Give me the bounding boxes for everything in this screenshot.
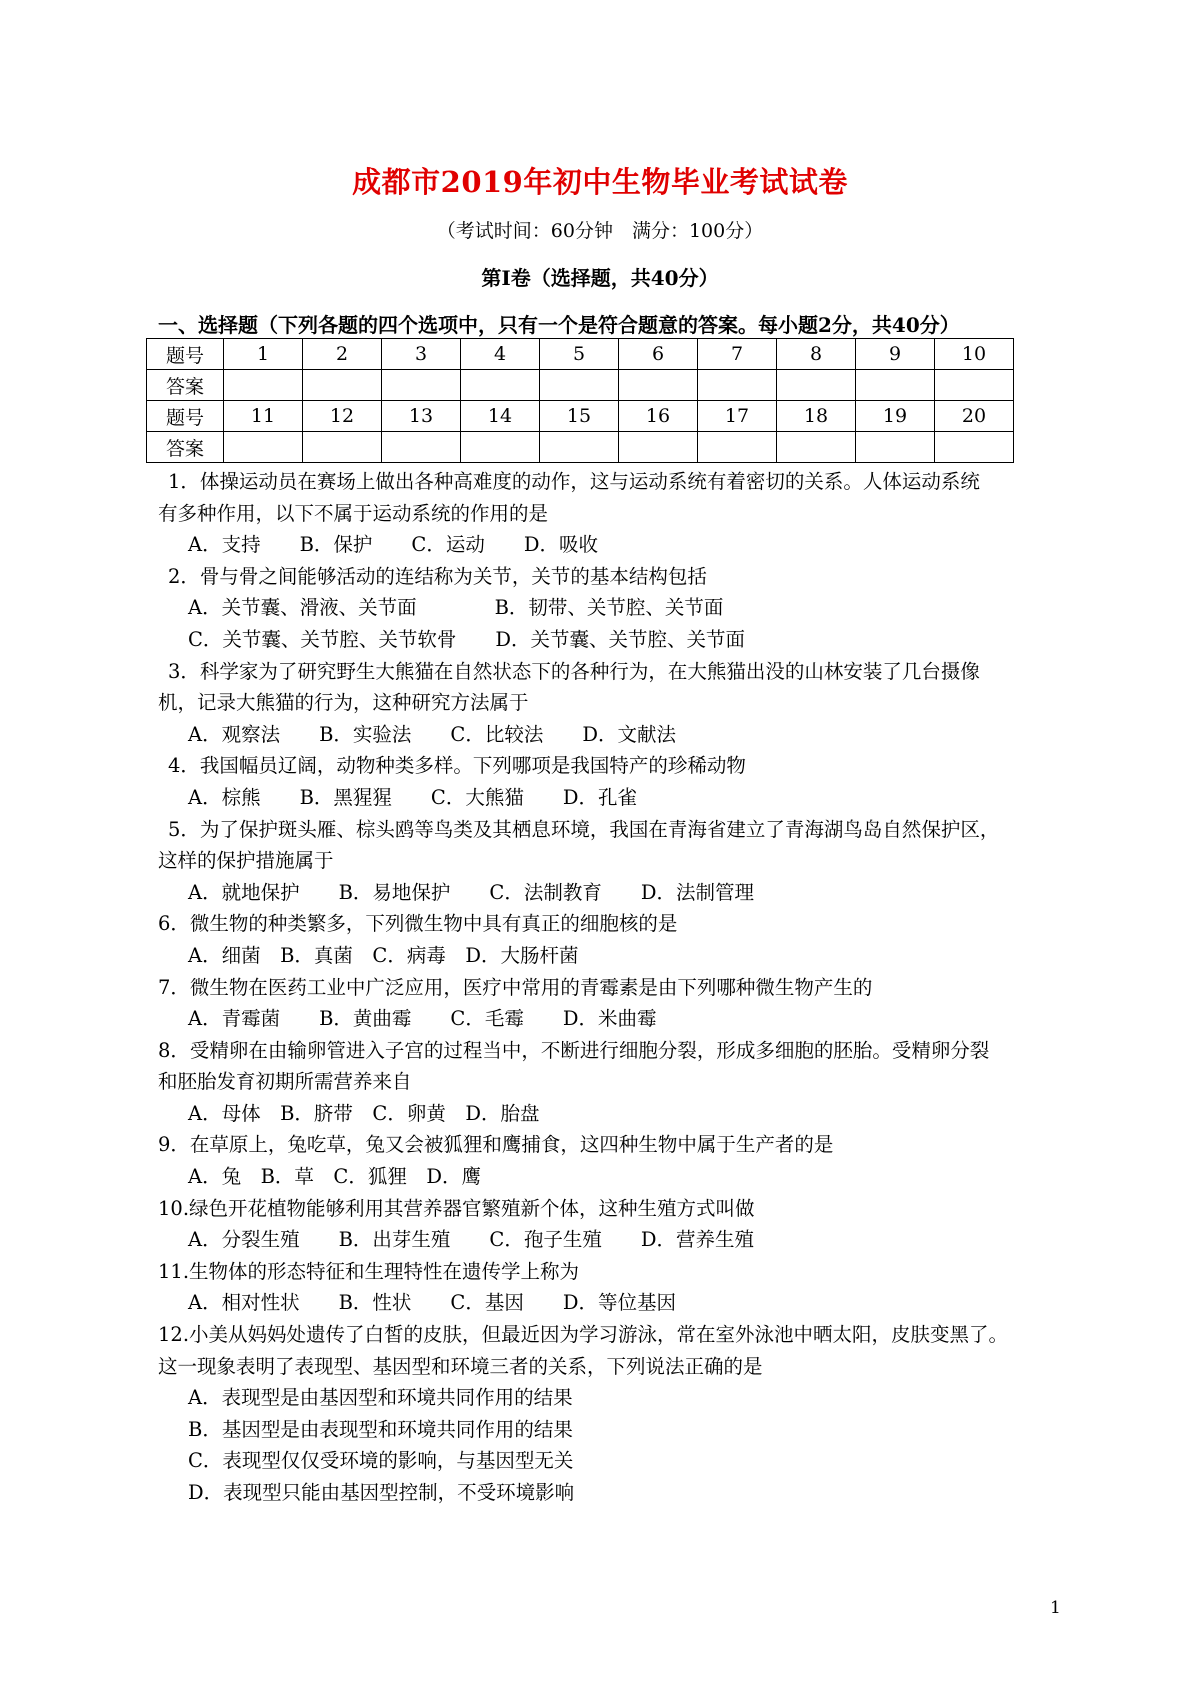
question-stem-line: 这一现象表明了表现型、基因型和环境三者的关系，下列说法正确的是 bbox=[158, 1354, 763, 1378]
question-item bbox=[158, 1193, 1070, 1256]
question-options-line: A．分裂生殖 B．出芽生殖 C．孢子生殖 D．营养生殖 bbox=[188, 1228, 754, 1252]
question-stem-line: 11.生物体的形态特征和生理特性在遗传学上称为 bbox=[158, 1259, 580, 1283]
question-options-line: C．关节囊、关节腔、关节软骨 D．关节囊、关节腔、关节面 bbox=[188, 627, 746, 651]
exam-subtitle: （考试时间：60分钟 满分：100分） bbox=[436, 220, 764, 242]
answer-table-cell: 5 bbox=[540, 339, 619, 370]
answer-table-cell bbox=[777, 432, 856, 463]
answer-table-cell: 10 bbox=[935, 339, 1014, 370]
question-options-line: B．基因型是由表现型和环境共同作用的结果 bbox=[188, 1417, 573, 1441]
question-list bbox=[158, 466, 1070, 1509]
question-item bbox=[158, 466, 1070, 561]
answer-table-cell bbox=[698, 432, 777, 463]
question-stem-line: 12.小美从妈妈处遗传了白皙的皮肤，但最近因为学习游泳，常在室外泳池中晒太阳，皮肤变黑了。 bbox=[158, 1323, 1009, 1347]
answer-table-cell bbox=[382, 370, 461, 401]
question-stem-line: 9．在草原上，兔吃草，兔又会被狐狸和鹰捕食，这四种生物中属于生产者的是 bbox=[158, 1133, 834, 1157]
answer-table-cell: 9 bbox=[856, 339, 935, 370]
question-stem-line: 3．科学家为了研究野生大熊猫在自然状态下的各种行为，在大熊猫出没的山林安装了几台摄像 bbox=[168, 659, 980, 683]
question-stem-line: 8．受精卵在由输卵管进入子宫的过程当中，不断进行细胞分裂，形成多细胞的胚胎。受精卵分裂 bbox=[158, 1038, 990, 1062]
answer-table-cell bbox=[935, 370, 1014, 401]
answer-table-cell: 13 bbox=[382, 401, 461, 432]
answer-table bbox=[146, 338, 1014, 463]
answer-table-cell: 20 bbox=[935, 401, 1014, 432]
question-item bbox=[158, 1129, 1070, 1192]
answer-table-cell bbox=[224, 432, 303, 463]
answer-table-label-cell: 题号 bbox=[147, 401, 224, 432]
question-stem-line: 6．微生物的种类繁多，下列微生物中具有真正的细胞核的是 bbox=[158, 912, 678, 936]
answer-table-cell bbox=[540, 432, 619, 463]
question-stem-line: 和胚胎发育初期所需营养来自 bbox=[158, 1070, 412, 1094]
answer-table-cell: 16 bbox=[619, 401, 698, 432]
answer-table-cell bbox=[856, 432, 935, 463]
answer-table-cell bbox=[698, 370, 777, 401]
answer-table-cell bbox=[303, 370, 382, 401]
answer-table-row bbox=[147, 432, 1014, 463]
question-options-line: A．兔 B．草 C．狐狸 D．鹰 bbox=[188, 1165, 481, 1189]
answer-table-row bbox=[147, 370, 1014, 401]
section-title: 第Ⅰ卷（选择题，共40分） bbox=[481, 266, 719, 290]
question-item bbox=[158, 656, 1070, 751]
answer-table-cell bbox=[461, 432, 540, 463]
question-item bbox=[158, 561, 1070, 656]
answer-table-row bbox=[147, 401, 1014, 432]
question-item bbox=[158, 1256, 1070, 1319]
exam-title: 成都市2019年初中生物毕业考试试卷 bbox=[352, 165, 848, 199]
answer-table-cell bbox=[619, 370, 698, 401]
question-options-line: D．表现型只能由基因型控制，不受环境影响 bbox=[188, 1481, 575, 1504]
answer-table-cell: 17 bbox=[698, 401, 777, 432]
question-item bbox=[158, 1319, 1070, 1509]
answer-table-cell: 12 bbox=[303, 401, 382, 432]
question-stem-line: 10.绿色开花植物能够利用其营养器官繁殖新个体，这种生殖方式叫做 bbox=[158, 1196, 755, 1220]
answer-table-label-cell: 题号 bbox=[147, 339, 224, 370]
question-stem-line: 5．为了保护斑头雁、棕头鸥等鸟类及其栖息环境，我国在青海省建立了青海湖鸟岛自然保护区， bbox=[168, 817, 1000, 841]
question-item bbox=[158, 972, 1070, 1035]
answer-table-label-cell: 答案 bbox=[147, 370, 224, 401]
answer-table-cell bbox=[540, 370, 619, 401]
question-options-line: A．表现型是由基因型和环境共同作用的结果 bbox=[188, 1386, 573, 1410]
question-options-line: A．支持 B．保护 C．运动 D．吸收 bbox=[188, 533, 598, 557]
answer-table-cell: 4 bbox=[461, 339, 540, 370]
question-stem-line: 这样的保护措施属于 bbox=[158, 849, 334, 873]
question-item bbox=[158, 814, 1070, 909]
question-options-line: A．就地保护 B．易地保护 C．法制教育 D．法制管理 bbox=[188, 880, 754, 904]
answer-table-cell bbox=[303, 432, 382, 463]
answer-table-cell bbox=[461, 370, 540, 401]
section-instructions: 一、选择题（下列各题的四个选项中，只有一个是符合题意的答案。每小题2分，共40分） bbox=[158, 313, 960, 337]
answer-table-cell: 11 bbox=[224, 401, 303, 432]
answer-table-cell: 14 bbox=[461, 401, 540, 432]
answer-table-cell: 6 bbox=[619, 339, 698, 370]
question-options-line: A．母体 B．脐带 C．卵黄 D．胎盘 bbox=[188, 1101, 540, 1125]
question-options-line: A．棕熊 B．黑猩猩 C．大熊猫 D．孔雀 bbox=[188, 785, 637, 809]
question-options-line: A．观察法 B．实验法 C．比较法 D．文献法 bbox=[188, 722, 676, 746]
question-options-line: A．相对性状 B．性状 C．基因 D．等位基因 bbox=[188, 1291, 676, 1315]
answer-table-cell bbox=[224, 370, 303, 401]
answer-table-cell: 18 bbox=[777, 401, 856, 432]
answer-table-cell bbox=[619, 432, 698, 463]
answer-table-cell bbox=[382, 432, 461, 463]
answer-table-cell: 7 bbox=[698, 339, 777, 370]
answer-table-row bbox=[147, 339, 1014, 370]
answer-table-cell: 2 bbox=[303, 339, 382, 370]
question-item bbox=[158, 1035, 1070, 1130]
question-stem-line: 有多种作用，以下不属于运动系统的作用的是 bbox=[158, 501, 549, 525]
page-number: 1 bbox=[1050, 1598, 1061, 1618]
question-stem-line: 1．体操运动员在赛场上做出各种高难度的动作，这与运动系统有着密切的关系。人体运动系统 bbox=[168, 470, 980, 493]
answer-table-cell bbox=[777, 370, 856, 401]
question-stem-line: 2．骨与骨之间能够活动的连结称为关节，关节的基本结构包括 bbox=[168, 564, 707, 588]
answer-table-cell bbox=[935, 432, 1014, 463]
question-options-line: C．表现型仅仅受环境的影响，与基因型无关 bbox=[188, 1449, 574, 1473]
answer-table-cell: 8 bbox=[777, 339, 856, 370]
answer-table-cell: 19 bbox=[856, 401, 935, 432]
question-item bbox=[158, 750, 1070, 813]
question-options-line: A．青霉菌 B．黄曲霉 C．毛霉 D．米曲霉 bbox=[188, 1007, 657, 1031]
answer-table-cell bbox=[856, 370, 935, 401]
question-options-line: A．关节囊、滑液、关节面 B．韧带、关节腔、关节面 bbox=[188, 596, 724, 620]
question-options-line: A．细菌 B．真菌 C．病毒 D．大肠杆菌 bbox=[188, 943, 579, 967]
question-item bbox=[158, 908, 1070, 971]
answer-table-cell: 1 bbox=[224, 339, 303, 370]
question-stem-line: 4．我国幅员辽阔，动物种类多样。下列哪项是我国特产的珍稀动物 bbox=[168, 754, 746, 778]
answer-table-label-cell: 答案 bbox=[147, 432, 224, 463]
answer-table-cell: 15 bbox=[540, 401, 619, 432]
question-stem-line: 机，记录大熊猫的行为，这种研究方法属于 bbox=[158, 691, 529, 715]
question-stem-line: 7．微生物在医药工业中广泛应用，医疗中常用的青霉素是由下列哪种微生物产生的 bbox=[158, 975, 873, 999]
answer-table-cell: 3 bbox=[382, 339, 461, 370]
